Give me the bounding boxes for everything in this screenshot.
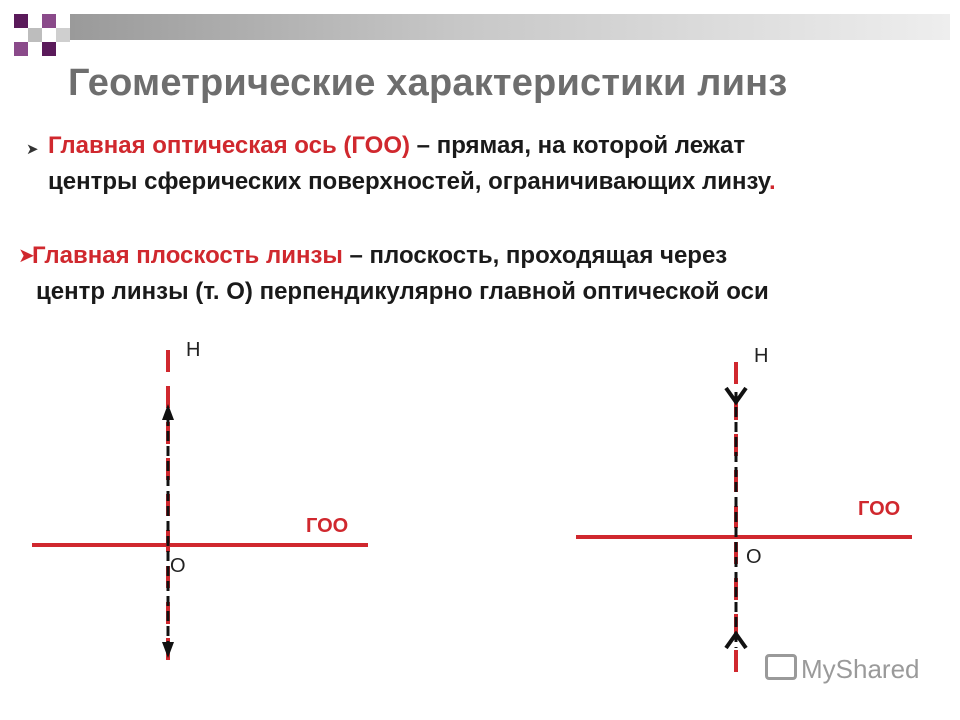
center-label: О <box>170 555 186 577</box>
plane-label: Н <box>754 345 769 367</box>
definition-text: центры сферических поверхностей, ограничивающих линзу <box>48 168 770 195</box>
term-goo: Главная оптическая ось (ГОО) <box>48 132 411 159</box>
bullet-arrow-icon: ➤ <box>26 141 39 158</box>
period: . <box>769 168 776 195</box>
bullet-arrow-icon: ➤ <box>18 245 35 267</box>
plane-label: Н <box>186 339 201 361</box>
watermark <box>765 654 920 685</box>
definition-text: – плоскость, проходящая через <box>342 242 728 269</box>
center-label: О <box>746 546 762 568</box>
watermark-text: MyShared <box>801 654 920 684</box>
term-plane: Главная плоскость линзы <box>32 242 343 269</box>
definition-text: центр линзы (т. О) перпендикулярно главной оптической оси <box>36 278 769 305</box>
axis-label: ГОО <box>858 498 901 520</box>
converging-lens-diagram <box>32 339 368 670</box>
diverging-lens-diagram <box>576 345 912 680</box>
share-icon <box>765 654 797 680</box>
arrow-down-icon <box>162 642 174 658</box>
arrow-up-icon <box>162 404 174 420</box>
axis-label: ГОО <box>306 515 349 537</box>
definition-text: – прямая, на которой лежат <box>410 132 746 159</box>
slide-title: Геометрические характеристики линз <box>68 62 788 104</box>
